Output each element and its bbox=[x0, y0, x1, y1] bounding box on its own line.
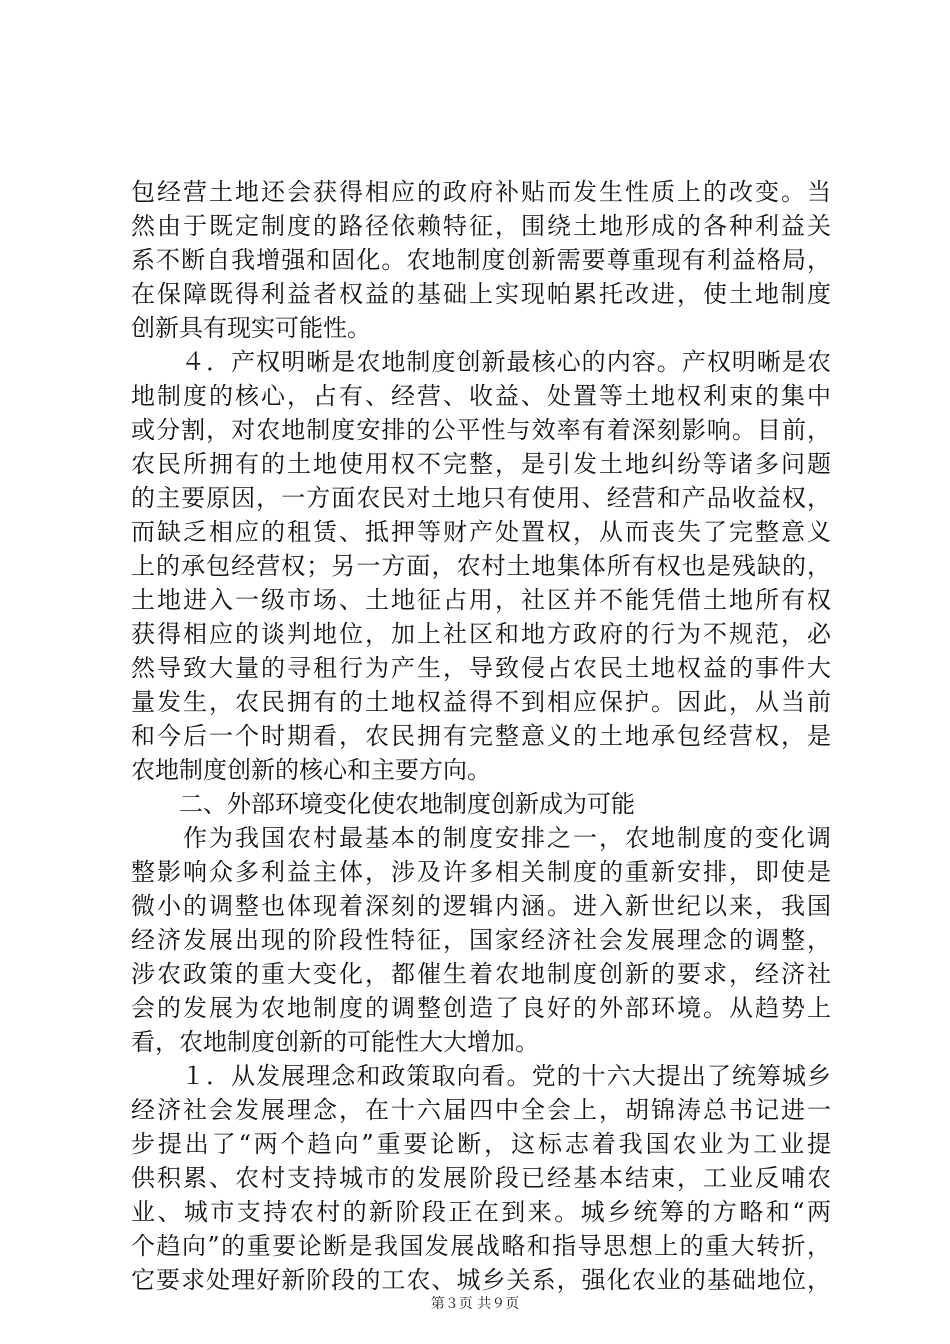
text-line: 整影响众多利益主体，涉及许多相关制度的重新安排，即使是 bbox=[131, 858, 831, 886]
text-line: 系不断自我增强和固化。农地制度创新需要尊重现有利益格局， bbox=[131, 246, 831, 274]
text-line: 土地进入一级市场、土地征占用，社区并不能凭借土地所有权 bbox=[131, 586, 831, 614]
text-line: 或分割，对农地制度安排的公平性与效率有着深刻影响。目前， bbox=[131, 416, 831, 444]
text-line: １．从发展理念和政策取向看。党的十六大提出了统筹城乡 bbox=[131, 1062, 831, 1090]
body-text bbox=[131, 175, 831, 1297]
text-line: 微小的调整也体现着深刻的逻辑内涵。进入新世纪以来，我国 bbox=[131, 892, 831, 920]
text-line: 上的承包经营权；另一方面，农村土地集体所有权也是残缺的， bbox=[131, 552, 831, 580]
text-line: 获得相应的谈判地位，加上社区和地方政府的行为不规范，必 bbox=[131, 620, 831, 648]
text-line: 农地制度创新的核心和主要方向。 bbox=[131, 756, 491, 784]
text-line: 农民所拥有的土地使用权不完整，是引发土地纠纷等诸多问题 bbox=[131, 450, 831, 478]
text-line: 二、外部环境变化使农地制度创新成为可能 bbox=[131, 790, 635, 818]
text-line: 而缺乏相应的租赁、抵押等财产处置权，从而丧失了完整意义 bbox=[131, 518, 831, 546]
text-line: 经济社会发展理念，在十六届四中全会上，胡锦涛总书记进一 bbox=[131, 1096, 831, 1124]
text-line: 地制度的核心，占有、经营、收益、处置等土地权利束的集中 bbox=[131, 382, 831, 410]
text-line: ４．产权明晰是农地制度创新最核心的内容。产权明晰是农 bbox=[131, 348, 831, 376]
page-footer: 第３页 共９页 bbox=[430, 1296, 520, 1312]
text-line: 和今后一个时期看，农民拥有完整意义的土地承包经营权，是 bbox=[131, 722, 831, 750]
text-line: 包经营土地还会获得相应的政府补贴而发生性质上的改变。当 bbox=[131, 178, 831, 206]
text-line: 作为我国农村最基本的制度安排之一，农地制度的变化调 bbox=[131, 824, 831, 852]
text-line: 然导致大量的寻租行为产生，导致侵占农民土地权益的事件大 bbox=[131, 654, 831, 682]
text-line: 在保障既得利益者权益的基础上实现帕累托改进，使土地制度 bbox=[131, 280, 831, 308]
text-line: 会的发展为农地制度的调整创造了良好的外部环境。从趋势上 bbox=[131, 994, 831, 1022]
text-line: 经济发展出现的阶段性特征，国家经济社会发展理念的调整， bbox=[131, 926, 831, 954]
text-line: 看，农地制度创新的可能性大大增加。 bbox=[131, 1028, 539, 1056]
text-line: 步提出了“两个趋向”重要论断，这标志着我国农业为工业提 bbox=[131, 1130, 831, 1158]
text-line: 它要求处理好新阶段的工农、城乡关系，强化农业的基础地位， bbox=[131, 1266, 831, 1294]
text-line: 供积累、农村支持城市的发展阶段已经基本结束，工业反哺农 bbox=[131, 1164, 831, 1192]
text-line: 的主要原因，一方面农民对土地只有使用、经营和产品收益权， bbox=[131, 484, 831, 512]
text-line: 个趋向”的重要论断是我国发展战略和指导思想上的重大转折， bbox=[131, 1232, 831, 1260]
text-line: 然由于既定制度的路径依赖特征，围绕土地形成的各种利益关 bbox=[131, 212, 831, 240]
text-line: 量发生，农民拥有的土地权益得不到相应保护。因此，从当前 bbox=[131, 688, 831, 716]
text-line: 创新具有现实可能性。 bbox=[131, 314, 371, 342]
text-line: 业、城市支持农村的新阶段正在到来。城乡统筹的方略和“两 bbox=[131, 1198, 831, 1226]
text-line: 涉农政策的重大变化，都催生着农地制度创新的要求，经济社 bbox=[131, 960, 831, 988]
